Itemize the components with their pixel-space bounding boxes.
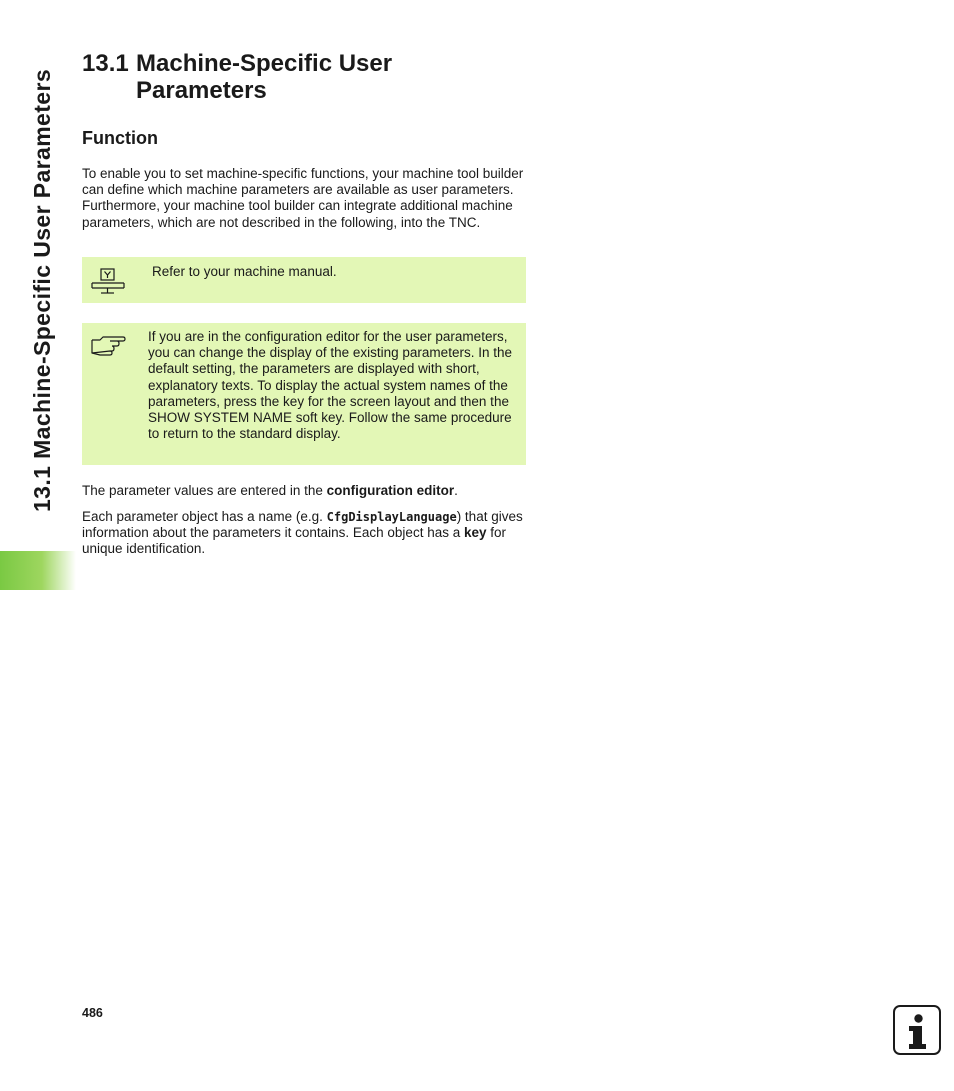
machine-manual-note xyxy=(82,257,526,303)
chapter-side-title-text: 13.1 Machine-Specific User Parameters xyxy=(29,68,56,512)
intro-paragraph: To enable you to set machine-specific functions, your machine tool builder can define which machine parameters are available as user parameters. Furthermore, your machine tool builder can integrate additional machine parameters, which are not described in the following, into the TNC. xyxy=(82,166,524,230)
page-number: 486 xyxy=(82,1006,103,1020)
cfg-display-language-code: CfgDisplayLanguage xyxy=(326,510,457,524)
heading-line2: Parameters xyxy=(136,77,267,104)
page-title xyxy=(82,50,392,104)
machine-manual-icon xyxy=(90,267,126,295)
config-text-before: The parameter values are entered in the xyxy=(82,483,327,498)
object-text-1: Each parameter object has a name (e.g. xyxy=(82,509,327,524)
config-text-after: . xyxy=(454,483,458,498)
tip-note xyxy=(82,323,526,465)
parameter-object-paragraph xyxy=(82,509,527,558)
chapter-side-title xyxy=(28,55,58,525)
chapter-tab-marker xyxy=(0,551,76,590)
object-text-3: for unique identification. xyxy=(82,525,507,557)
pointing-hand-icon xyxy=(90,334,126,358)
info-icon xyxy=(893,1005,941,1055)
machine-manual-note-text: Refer to your machine manual. xyxy=(152,264,337,279)
key-term: key xyxy=(463,525,487,541)
tip-note-text: If you are in the configuration editor for the user parameters, you can change the display of the existing parameters. In the default setting, the parameters are displayed with short, explanatory texts. To display the actual system names of the parameters, press the key for the screen layout and then the SHOW SYSTEM NAME soft key. Follow the same procedure to return to the standard display. xyxy=(148,329,512,442)
section-title: Function xyxy=(82,128,158,148)
config-editor-term: configuration editor xyxy=(326,483,455,498)
heading-number: 13.1 xyxy=(82,50,129,77)
config-editor-paragraph xyxy=(82,483,527,499)
heading-line1: Machine-Specific User xyxy=(136,50,393,77)
object-text-2: ) that gives information about the parameters it contains. Each object has a xyxy=(82,509,523,541)
